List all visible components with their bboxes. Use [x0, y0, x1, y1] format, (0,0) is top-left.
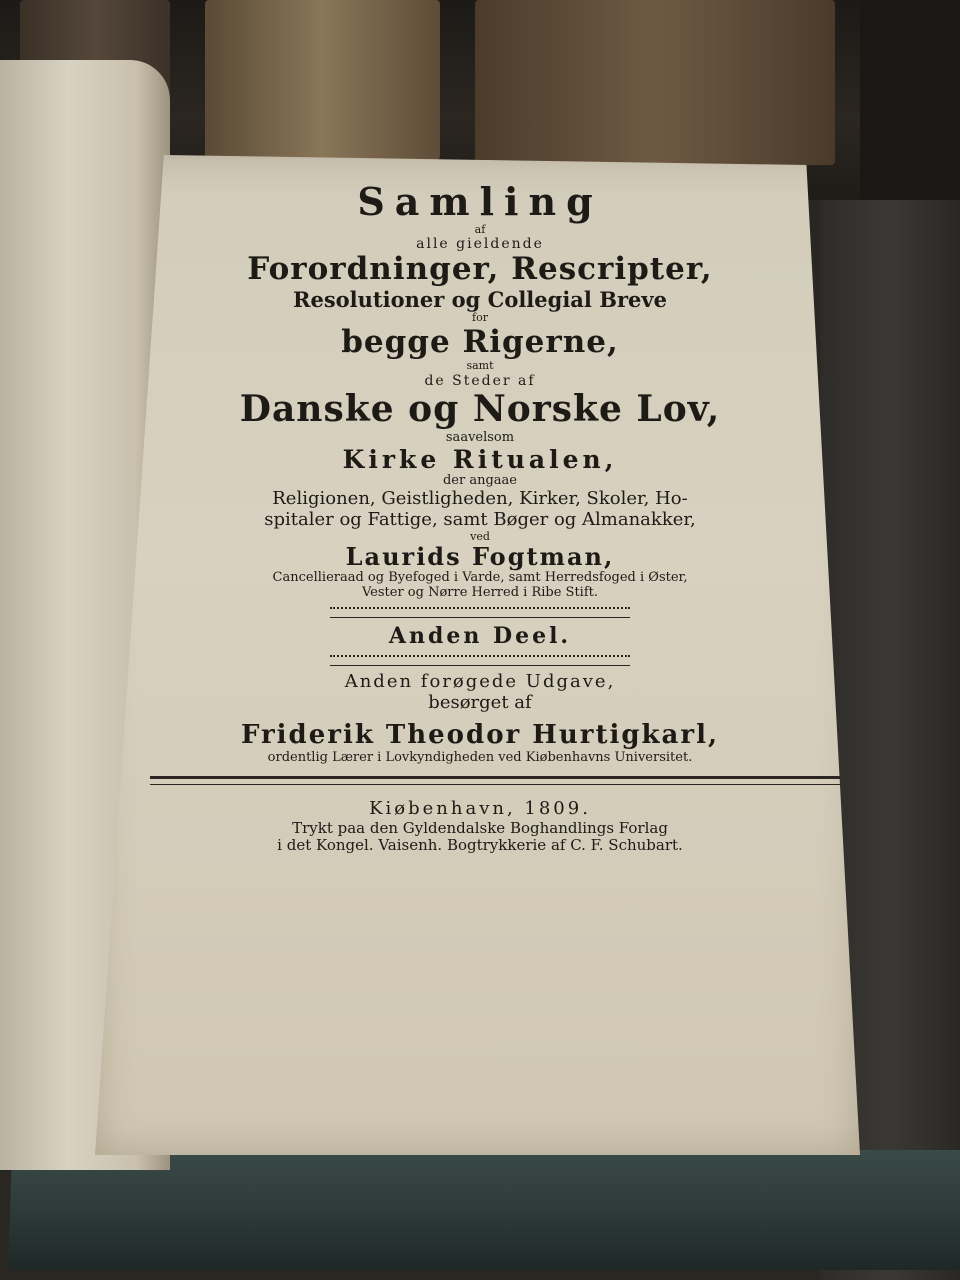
title-page-text: [150, 180, 810, 1080]
text-line: besørget af: [428, 691, 532, 713]
book-spine: [205, 0, 440, 160]
text-line: i det Kongel. Vaisenh. Bogtrykkerie af C. F. Schubart.: [277, 836, 683, 855]
text-line: de Steder af: [424, 373, 536, 390]
text-line: saavelsom: [445, 429, 515, 445]
ornamental-rule: [330, 655, 630, 666]
text-line: af: [474, 222, 486, 236]
text-line: der angaae: [442, 473, 517, 489]
book-spine: [860, 0, 960, 230]
text-line: ved: [470, 529, 490, 543]
text-line: Kirke Ritualen,: [342, 444, 618, 474]
author-name: Laurids Fogtman,: [345, 542, 615, 572]
text-line: Danske og Norske Lov,: [239, 388, 721, 431]
horizontal-rule: [150, 776, 840, 785]
text-line: Trykt paa den Gyldendalske Boghandlings Forlag: [292, 818, 668, 837]
text-line: ordentlig Lærer i Lovkyndigheden ved Kiøbenhavns Universitet.: [267, 750, 693, 766]
text-line: samt: [466, 359, 494, 373]
text-line: for: [472, 311, 488, 325]
volume-label: Anden Deel.: [388, 622, 572, 649]
text-line: Cancellieraad og Byefoged i Varde, samt Herredsfoged i Øster,: [272, 569, 688, 585]
main-title: Samling: [357, 179, 603, 224]
book-spine: [475, 0, 835, 165]
text-line: spitaler og Fattige, samt Bøger og Almanakker,: [264, 508, 696, 530]
text-line: Resolutioner og Collegial Breve: [293, 287, 667, 313]
ornamental-rule: [330, 607, 630, 618]
editor-name: Friderik Theodor Hurtigkarl,: [240, 720, 720, 751]
text-line: Vester og Nørre Herred i Ribe Stift.: [361, 584, 598, 600]
text-line: Anden forøgede Udgave,: [344, 671, 616, 693]
text-line: Forordninger, Rescripter,: [247, 251, 713, 288]
text-line: begge Rigerne,: [341, 323, 619, 360]
text-line: alle gieldende: [416, 236, 544, 253]
imprint-place-year: Kiøbenhavn, 1809.: [369, 798, 591, 820]
text-line: Religionen, Geistligheden, Kirker, Skoler, Ho-: [272, 488, 688, 510]
